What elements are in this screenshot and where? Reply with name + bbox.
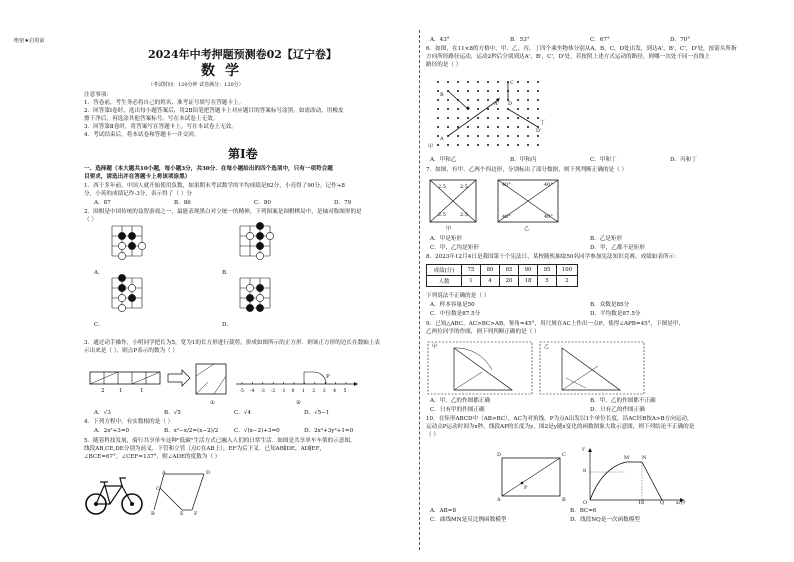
white-stone [266, 232, 273, 239]
q4-option-c: C．√(x−2)+3=0 [234, 428, 280, 434]
axis-tick-label: -2 [270, 389, 276, 394]
table-cell: 18 [519, 276, 538, 287]
rectangle-strip [90, 372, 160, 384]
q10-label-d: D [497, 452, 502, 458]
white-stone [118, 304, 125, 311]
axis-tick-label: -1 [281, 389, 286, 394]
note-2: 2．回答第Ⅰ卷时，选出每小题答案后，用2B铅笔把答题卡上对应题目的答案标号涂黑。如需改动，用橡皮 [84, 108, 344, 114]
triangle-yi [562, 348, 620, 390]
q7-jia-l4: 2.5 [460, 212, 468, 218]
q5-label-a: A [162, 470, 166, 476]
q10-graph-16: 16 [638, 500, 645, 506]
axis-tick-label: 0 [291, 389, 295, 394]
section1-line2: 目要求，请选出并在答题卡上将该项涂黑） [84, 174, 191, 180]
q3-option-a: A．√3 [94, 410, 111, 416]
q3-option-b: B．√5 [164, 410, 181, 416]
table-cell: 5 [538, 276, 557, 287]
q4-option-b: B．x²−x/2=(x−2)/2 [164, 428, 219, 434]
note-2b: 擦干净后，再选涂其他答案标号。写在本试卷上无效。 [84, 116, 219, 122]
q1-option-a: A．87 [94, 200, 111, 206]
black-stone [256, 232, 263, 239]
number-line [236, 372, 358, 394]
white-stone [118, 294, 125, 301]
q10-option-c: C．曲线MN是反比例函数模型 [430, 517, 507, 523]
q9-option-a: A．甲、乙的作图都正确 [430, 398, 490, 404]
q6-label-b: B [440, 92, 444, 98]
q10-line1: 10．在矩形ABCD中（AB>BC），AC为对角线，P为点A出发以1个单位长度，沿AC经B按A>B方向运动， [426, 416, 693, 422]
q7-line: 7．如图，有甲、乙两个四边形，分别标出了部分数据，则下列判断正确的是（ ） [426, 167, 628, 173]
q9-option-c: C．只有甲的作图正确 [430, 407, 485, 413]
q3-circle-1: ① [210, 400, 216, 406]
black-stone [246, 294, 253, 301]
black-stone [118, 274, 125, 281]
axis-tick-label: -3 [260, 389, 265, 394]
q10-function-graph [580, 448, 690, 508]
black-stone [118, 284, 125, 291]
exam-info: （考试时间：120分钟 试卷满分：120分） [148, 82, 244, 88]
exam-title: 2024年中考押题预测卷02【辽宁卷】 [148, 48, 337, 61]
q5-label-d: D [206, 470, 211, 476]
q6-option-c: C．甲和丁 [590, 157, 617, 163]
white-stone [246, 284, 253, 291]
black-stone [128, 294, 135, 301]
black-stone [256, 242, 263, 249]
frame-yi [540, 342, 644, 394]
q5-option-d: D．70° [670, 37, 690, 43]
q7-jia-l1: 2.5 [438, 184, 446, 190]
q5-line3: ∠BCE=67°，∠CEF=137°，则∠ADE的度数为（ ） [84, 454, 221, 460]
q7-option-c: C．甲，乙均是矩形 [430, 245, 480, 251]
white-stone [138, 242, 145, 249]
q5-label-e: E [180, 511, 184, 517]
quad-jia [430, 180, 476, 222]
q7-option-d: D．甲，乙都不是矩形 [590, 245, 645, 251]
q10-graph-x: x/秒 [676, 500, 686, 506]
triangle-jia [454, 348, 512, 390]
q6-line2: 方向所经路径运动，运动2秒后分别到达A'，B'，C'，D'处，若按照上述方式运动的路径，则哪一次处于同一直线上 [426, 54, 710, 60]
note-4: 4．考试结束后，将本试卷和答题卡一并交回。 [84, 132, 200, 138]
black-stone [256, 222, 263, 229]
q10-graph-o: O [583, 500, 588, 506]
q6-label-ding: 丁 [540, 120, 546, 126]
q6-label-a-prime: A' [494, 101, 499, 107]
go-board [112, 226, 146, 260]
white-stone [118, 242, 125, 249]
q2-option-c: C． [94, 322, 104, 328]
axis-tick-label: -5 [239, 389, 244, 394]
table-cell: 100 [557, 265, 578, 276]
q3-option-c: C．√4 [234, 410, 251, 416]
q2-option-d: D． [222, 322, 233, 328]
motion-paths [448, 82, 538, 136]
q9-line2: 乙两位同学的作图，则下列判断正确的是（ ） [426, 329, 540, 335]
q6-label-jia: 甲 [428, 144, 434, 150]
q9-option-d: D．只有乙的作图正确 [590, 407, 645, 413]
q7-yi-l3: 40° [502, 214, 511, 220]
q8-option-b: B．众数是85分 [590, 302, 630, 308]
right-column [420, 0, 794, 562]
note-3: 3．回答第Ⅱ卷时，将答案写在答题卡上。写在本试卷上无效。 [84, 124, 237, 130]
table-cell: 2 [557, 276, 578, 287]
volume-label: 第Ⅰ卷 [228, 147, 258, 161]
q3-fig-label-1b: 1 [140, 388, 144, 394]
q6-line1: 6．如图，在11×8的方格中，甲、乙、丙、丁四个乘坐物体分别从A，B，C，D处出发，到达A'，B'，C'，D'处，按箭头所指 [426, 46, 737, 52]
q6-option-a: A．甲和乙 [430, 157, 457, 163]
black-stone [128, 242, 135, 249]
black-stone [256, 284, 263, 291]
q7-jia-caption: 甲 [446, 226, 452, 232]
q4-option-d: D．2x²+3y²+1=0 [304, 428, 354, 434]
frame-diagram [154, 474, 204, 510]
q1-option-b: B．86 [174, 200, 191, 206]
q10-label-a: A [497, 497, 501, 503]
table-cell: 1 [462, 276, 481, 287]
white-stone [118, 252, 125, 259]
go-board [240, 222, 274, 259]
q7-jia-l3: 2.5 [438, 212, 446, 218]
q10-label-b: B [562, 497, 566, 503]
assembled-square [196, 364, 226, 394]
q10-label-p: P [524, 485, 528, 491]
black-stone [256, 304, 263, 311]
q3-figure [84, 360, 384, 410]
table-cell: 75 [462, 265, 481, 276]
q2-option-a: A． [94, 270, 104, 276]
q10-graph-n: N [642, 455, 647, 461]
q9-caption-jia: 甲 [432, 344, 438, 350]
q6-label-d-prime: D' [536, 128, 542, 134]
q7-yi-l2: 40° [544, 182, 553, 188]
q2-option-b: B． [222, 270, 232, 276]
arrow-shape [168, 370, 190, 386]
q2-line1: 2．围棋是中国传统的益智游戏之一，最能表现黑白对立统一的精神，下列图案是围棋棋局中，是轴对称图形的是 [84, 209, 362, 215]
q6-option-d: D．丙和丁 [670, 157, 697, 163]
q9-figures [426, 340, 676, 396]
section1-line1: 一、选择题（本大题共10小题，每小题3分，共30分．在每小题给出的四个选项中，只有一项符合题 [84, 166, 333, 172]
axis-tick-label: 4 [333, 389, 337, 394]
notes-heading: 注意事项： [84, 92, 112, 98]
subject-title: 数学 [201, 63, 249, 79]
q9-option-b: B．甲、乙的作图都不正确 [590, 398, 656, 404]
q7-yi-l4: 40° [544, 214, 553, 220]
q6-option-b: B．甲和丙 [510, 157, 537, 163]
q10-line2: 运动点P运动时间为x秒，线段AP的长度为y，图2是y随x变化的函数图象大致示意图，则下列结论不正确的是 [426, 424, 695, 430]
q6-line3: 路径的是（ ） [426, 62, 462, 68]
go-board [112, 274, 142, 311]
white-stone [256, 294, 263, 301]
q10-option-b: B．BC=6 [570, 508, 597, 514]
q7-yi-l1: 40° [502, 182, 511, 188]
note-1: 1．答卷前，考生务必将自己的姓名、准考证号填写在答题卡上。 [84, 100, 245, 106]
q8-option-a: A．样本容量是50 [430, 302, 475, 308]
go-board [240, 278, 270, 312]
q3-option-d: D．√5−1 [304, 410, 330, 416]
q3-fig-label-2: 2 [101, 388, 105, 394]
table-cell: 人数 [427, 276, 462, 287]
dot-grid-points [437, 81, 542, 146]
axis-tick-label: 5 [343, 389, 347, 394]
q5-option-a: A．43° [430, 37, 450, 43]
black-stone [246, 304, 253, 311]
white-stone [256, 252, 263, 259]
table-cell: 95 [538, 265, 557, 276]
q6-label-c: C [510, 80, 514, 86]
q1-option-c: C．80 [254, 200, 271, 206]
q10-option-a: A．AB=8 [430, 508, 457, 514]
table-cell: 20 [500, 276, 519, 287]
q5-label-c: C [156, 486, 160, 492]
q6-dot-grid [434, 78, 544, 150]
q5-label-b: B [151, 511, 155, 517]
q1-line2: 分，小英的成绩记作-3分，表示得了（ ）分 [84, 191, 192, 197]
q10-option-d: D．线段NQ是一次函数模型 [570, 517, 640, 523]
q8-option-c: C．中位数是87.5分 [430, 311, 481, 317]
q10-line3: （ ） [426, 432, 439, 438]
q3-line2: 示出来是（ ），则点P表示的数为（ ） [84, 348, 179, 354]
q3-line1: 3．通过动手操作，小明同学把长为5，宽为1的长方形进行裁剪，拼成如图所示的正方形．则该正方形的边长在数轴上表 [84, 340, 380, 346]
q6-label-d: D [508, 101, 513, 107]
q5-line1: 5．随着科技发展，骑行共享单车这种"低碳"生活方式已融入人们的日常生活．如图是共享单车车架的示意图， [84, 438, 356, 444]
table-row [427, 276, 578, 287]
q8-option-d: D．平均数是87.5分 [590, 311, 641, 317]
q9-line1: 9．已知△ABC，AC>BC>AB，鉴角=45°，用尺规在AC上作出一点P，使得∠APB=45°，下图是甲、 [426, 321, 685, 327]
axis-tick-label: 2 [312, 389, 316, 394]
q10-label-c: C [562, 452, 566, 458]
axis-tick-label: 3 [322, 389, 326, 394]
table-cell: 90 [519, 265, 538, 276]
q3-point-p: P [326, 374, 330, 380]
secret-label: 绝密★启用前 [14, 38, 45, 44]
bicycle-icon [86, 478, 142, 514]
q5-label-f: F [194, 511, 198, 517]
q8-question: 下列说法不正确的是（ ） [426, 293, 490, 299]
table-row [427, 265, 578, 276]
q5-option-b: B．53° [510, 37, 530, 43]
q10-graph-8: 8 [583, 468, 587, 474]
q10-graph-m: M [624, 455, 630, 461]
q10-rectangle [492, 448, 572, 506]
q2-line2: （ ） [84, 217, 97, 223]
q7-yi-caption: 乙 [524, 226, 530, 232]
q1-option-d: D．79 [334, 200, 352, 206]
q10-graph-y: y [582, 446, 585, 452]
q8-line: 8．2023年12月4日是我国第十个宪法日，某校随机抽取50名同学参加宪法知识竞赛，成绩如表所示： [426, 254, 680, 260]
q7-option-a: A．甲是矩形 [430, 236, 463, 242]
table-cell: 85 [500, 265, 519, 276]
q1-line1: 1．西千多年前，中国人就开始使用负数，如果期末考试数学的平均成绩是82分，小亮得了90分，记作+8 [84, 183, 345, 189]
q5-option-c: C．67° [590, 37, 610, 43]
q6-label-a: A [440, 136, 444, 142]
white-stone [128, 284, 135, 291]
q9-caption-yi: 乙 [544, 344, 550, 350]
q8-score-table [426, 264, 578, 287]
table-cell: 成绩(分) [427, 265, 462, 276]
black-stone [118, 232, 125, 239]
axis-tick-label: 1 [301, 389, 305, 394]
table-cell: 80 [481, 265, 500, 276]
q7-jia-l2: 2.5 [460, 184, 468, 190]
white-stone [246, 232, 253, 239]
frame-jia [428, 342, 532, 394]
axis-tick-label: -4 [249, 389, 255, 394]
q5-line2: 线段AB,CE,DE分别为前叉、下管和立管（点C在AB上），EF为后下叉．已知AB∥DE，AD∥EF， [84, 446, 326, 452]
q3-fig-label-1a: 1 [119, 388, 123, 394]
q3-circle-2: ② [296, 400, 302, 406]
q4-line: 4．下列方程中，有实数根的是（ ） [84, 419, 174, 425]
q10-graph-q: Q [660, 500, 665, 506]
q7-option-b: B．乙是矩形 [590, 236, 623, 242]
black-stone [128, 232, 135, 239]
table-cell: 4 [481, 276, 500, 287]
q4-option-a: A．2x²+3=0 [94, 428, 130, 434]
